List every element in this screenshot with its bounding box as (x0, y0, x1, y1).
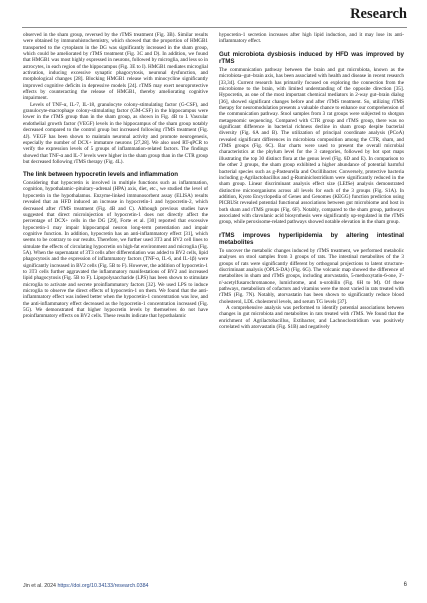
body-paragraph: To uncover the metabolic changes induced by rTMS treatment, we performed metabolic analyses on stool samples from 3 groups of rats. The intestinal metabolites of the 3 groups of rats were significantly different by orthogonal projections to latent structure-discriminant analysis (OPLS-DA) (Fig. 6G). The volcanic map showed the difference of metabolites in sham and rTMS groups, including atorvastatin, 5-methoxytatin-6-one, 3'-n'-acetylfusarochromanone, lumichrome, and n-urobilin (Fig. 6H to M). Of these pathways, metabolism of cofactors and vitamins were the most varied in rats treated with rTMS (Fig. 7N). Notably, atorvastatin has been shown to significantly reduce blood cholesterol, LDL cholesterol levels, and serum TG levels [37]. (219, 247, 404, 305)
section-heading: The link between hypocretin levels and inflammation (23, 171, 179, 179)
left-column (23, 32, 208, 320)
header-divider (22, 27, 407, 28)
body-paragraph: A comprehensive analysis was performed to identify potential associations between changes in gut microbiota and metabolites in rats treated with rTMS. We found that the enrichment of Agrilactobacillus, Extibacter, and Lachnoclostridium was positively correlated with atorvastatin (Fig. S1B) and negatively (219, 305, 404, 331)
body-paragraph: hypocretin-1 secretion increases after high lipid induction, and it may lose its anti-inflammatory effect. (219, 32, 404, 45)
section-heading: Gut microbiota dysbiosis induced by HFD was improved by rTMS (219, 50, 404, 66)
right-column (219, 32, 404, 330)
body-paragraph: Considering that hypocretin is involved in multiple functions such as inflammation, cognition, hypothalamic–pituitary–adrenal (HPA) axis, diet, etc., we studied the level of hypocretin in the hypothalamus. Enzyme-linked immunosorbent assay (ELISA) results revealed that an HFD induced an increase in hypocretin-1 and hypocretin-2, which decreased after rTMS treatment (Fig. 4B and C). Although previous studies have suggested that direct microinjection of hypocretin-1 does not directly affect the percentage of DCX+ cells in the DG [29], Forte et al. [30] reported that excessive hypocretin-1 may impair hippocampal neuron long-term potentiation and impair cognitive function. In addition, hypocretin has an anti-inflammatory effect [31], which seems to be contrary to our results. Therefore, we further used 3T3 and BV2 cell lines to simulate the effects of circulating hypocretin on high-fat environment and microglia (Fig. 5A). When the supernatant of 3T3 cells after differentiation was added to BV2 cells, lipid phagocytosis and the expression of inflammatory factors (TNF-α, IL-6, and IL-1β) were significantly increased in BV2 cells (Fig. 5B to F). However, the addition of hypocretin-1 to 3T3 cells further aggravated the inflammatory manifestations of BV2 and increased lipid phagocytosis (Fig. 5B to F). Lipopolysaccharide (LPS) has been shown to stimulate microglia to activate and secrete proinflammatory factors [32]. We used LPS to induce microglia to observe the direct effects of hypocretin-1 on them. We found that the anti-inflammatory effect was indeed better when the hypocretin-1 concentration was low, and the anti-inflammatory effect decreased as the hypocretin-1 concentration increased (Fig. 5G). We demonstrated that higher hypocretin levels by themselves do not have proinflammatory effects on BV2 cells. These results indicate that hypothalamic (23, 180, 208, 320)
journal-header (0, 0, 427, 27)
citation-text: Jin et al. 2024 (23, 583, 56, 589)
body-paragraph: The communication pathway between the brain and gut microbiota, known as the microbiota–gut–brain axis, has been associated with health and disease in recent research [33,34]. Current research has primarily focused on exploring the connection from the microbiome to the brain, with limited understanding of the opposite direction [35]. Hypocretin, as one of the most important chemical mediators in 2-way gut–brain dialog [36], showed significant changes before and after rTMS treatment. So, utilizing rTMS therapy for neuromodulation presents a valuable chance to enhance our comprehension of the communication pathway. Stool samples from 3 rat groups were subjected to shotgun metagenomic sequencing. Compared with CTR group and rTMS group, there was no significant difference in bacterial richness decline in sham group despite bacterial diversity (Fig. 6A and B). The utilization of principal coordinate analysis (PCoA) revealed significant differences in microbiota composition among the CTR, sham, and rTMS groups (Fig. 6C). Bar charts were used to present the overall microbial characteristics at the phylum level for the 3 categories, followed by hot spot maps illustrating the top 30 distinct flora at the genus level (Fig. 6D and E). In comparison to the other 2 groups, the sham group exhibited a higher abundance of potential harmful bacterial species such as g-Pasteurella and Oscillibacter. Conversely, protective bacteria including g-Agrilactobacillus and g-Ruminiclostridium were significantly reduced in the sham group. Linear discriminant analysis effect size (LEfSe) analysis demonstrated distinctive microorganisms across all levels for each of the 3 groups (Fig. S1A). In addition, Kyoto Encyclopedia of Genes and Genomes (KEGG) function prediction using PICRUSt revealed potential functional associations between gut microbiome and host in both sham and rTMS groups (Fig. 6F). Notably, compared to the sham group, pathways associated with clavulanic acid biosynthesis were significantly up-regulated in the rTMS group, while peroxisome-related pathways showed notable elevation in the sham group. (219, 67, 404, 226)
body-paragraph: observed in the sham group, reversed by the rTMS treatment (Fig. 3B). Similar results were obtained by immunohistochemistry, which showed that the proportion of HMGB1 transported to the cytoplasm in the DG was significantly increased in the sham group, which could be ameliorated by rTMS treatment (Fig. 3C and D). In addition, we found that HMGB1 was most highly expressed in neurons, followed by microglia, and less so in astrocytes, in each region of the hippocampus (Fig. 3E to I). HMGB1 mediates microglial activation, inducing excessive synaptic phagocytosis, neuronal dysfunction, and morphological changes [28]. Blocking HMGB1 release with minocycline significantly improved cognitive deficits in depressive models [24]. rTMS may exert neuroprotective effects by counteracting the release of HMGB1, thereby ameliorating cognitive impairment. (23, 32, 208, 102)
page-number: 6 (403, 582, 407, 588)
doi-link[interactable]: https://doi.org/10.34133/research.0384 (57, 583, 149, 589)
footer-citation (23, 583, 148, 589)
journal-title: Research (350, 6, 407, 22)
body-paragraph: Levels of TNF-α, IL-7, IL-18, granulocyte colony-stimulating factor (G-CSF), and granulocyte-macrophage colony-stimulating factor (GM-CSF) in the hippocampus were lower in the rTMS group than in the sham group, as shown in Fig. 4B to I. Vascular endothelial growth factor (VEGF) levels in the hippocampus of the sham group notably decreased compared to the control group but increased following rTMS treatment (Fig. 4J). VEGF has been shown to maintain neuronal activity and promote neurogenesis, especially the number of DCX+ immature neurons [27,28]. We also used RT-qPCR to verify the expression levels of 5 groups of inflammation-related factors. The findings showed that TNF-α and IL-7 levels were higher in the sham group than in the CTR group but decreased following rTMS therapy (Fig. 4L). (23, 101, 208, 165)
section-heading: rTMS improves hyperlipidemia by altering intestinal metabolites (219, 231, 404, 246)
